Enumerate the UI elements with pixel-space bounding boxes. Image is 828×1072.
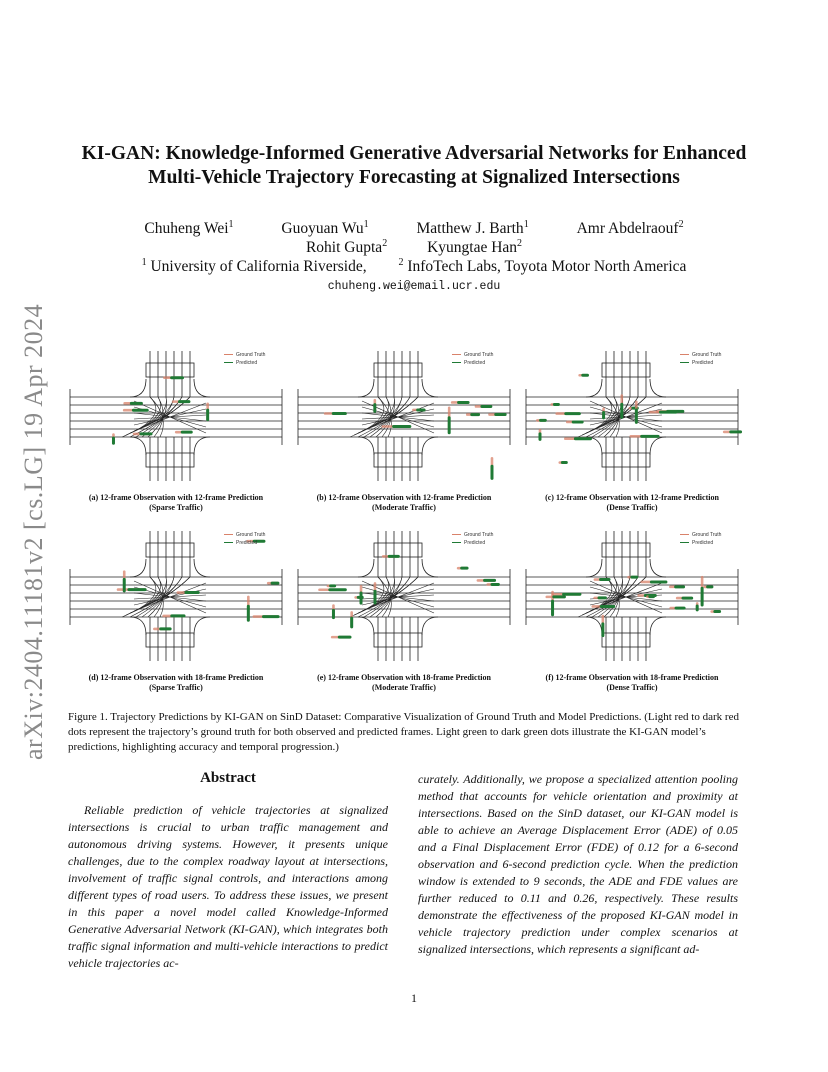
paper-title — [60, 142, 768, 190]
legend-swatch — [224, 354, 233, 356]
legend-label: Predicted — [692, 540, 714, 546]
subfigure-caption-line: (Sparse Traffic) — [149, 683, 203, 692]
figure-panel — [60, 345, 292, 525]
legend-label: Ground Truth — [464, 532, 494, 538]
figure-panel — [288, 345, 520, 525]
figure-panel — [516, 525, 748, 705]
subfigure-caption — [60, 673, 292, 693]
plot-legend — [224, 351, 265, 367]
author — [416, 220, 528, 237]
legend-ground-truth — [224, 351, 265, 359]
legend-predicted — [224, 539, 265, 547]
subfigure-caption-line: (Moderate Traffic) — [372, 503, 436, 512]
affiliations — [60, 257, 768, 276]
legend-ground-truth — [224, 531, 265, 539]
legend-label: Ground Truth — [692, 532, 722, 538]
author — [427, 239, 522, 256]
author-name: Guoyuan Wu — [281, 220, 364, 238]
author-affiliation-mark: 1 — [523, 219, 529, 230]
legend-ground-truth — [452, 351, 493, 359]
subfigure-caption — [60, 493, 292, 513]
legend-predicted — [680, 359, 721, 367]
subfigure-caption-line: (Dense Traffic) — [606, 503, 658, 512]
legend-swatch — [680, 542, 689, 544]
abstract-heading: Abstract — [200, 770, 256, 786]
subfigure-caption-line: (a) 12-frame Observation with 12-frame Prediction — [88, 493, 264, 502]
subfigure-caption — [516, 493, 748, 513]
abstract-left-column — [68, 802, 388, 972]
legend-ground-truth — [452, 531, 493, 539]
affiliation — [398, 258, 686, 275]
plot-legend — [452, 351, 493, 367]
affiliation-number: 2 — [398, 257, 404, 268]
subfigure-caption-line: (Dense Traffic) — [606, 683, 658, 692]
legend-label: Ground Truth — [236, 352, 266, 358]
abstract-right-column — [418, 771, 738, 958]
legend-swatch — [680, 354, 689, 356]
legend-swatch — [452, 542, 461, 544]
subfigure-caption-line: (Sparse Traffic) — [149, 503, 203, 512]
abstract-paragraph: Reliable prediction of vehicle trajectories at signalized intersections is crucial to urban traffic management and autonomous driving systems. However, it presents unique challenges, due to the complex roadway layout at intersections, involvement of traffic signal controls, and interactions among different types of road users. To address these issues, we present in this paper a novel model called Knowledge-Informed Generative Adversarial Network (KI-GAN), which integrates both traffic signal information and multi-vehicle interactions to predict vehicle trajectories ac- — [68, 803, 388, 970]
legend-label: Ground Truth — [464, 352, 494, 358]
figure-panel — [516, 345, 748, 525]
author-affiliation-mark: 2 — [382, 238, 388, 249]
plot-legend — [680, 351, 721, 367]
subfigure-caption-line: (f) 12-frame Observation with 18-frame Prediction — [545, 673, 719, 682]
legend-swatch — [224, 362, 233, 364]
subfigure-caption — [516, 673, 748, 693]
legend-ground-truth — [680, 531, 721, 539]
page-number: 1 — [411, 991, 417, 1005]
author-row-1 — [60, 219, 768, 238]
legend-swatch — [452, 362, 461, 364]
subfigure-caption — [288, 673, 520, 693]
legend-swatch — [680, 362, 689, 364]
legend-label: Predicted — [236, 360, 258, 366]
author-affiliation-mark: 2 — [678, 219, 684, 230]
affiliation-number: 1 — [141, 257, 147, 268]
legend-predicted — [224, 359, 265, 367]
figure-panel — [288, 525, 520, 705]
abstract-paragraph-continued: curately. Additionally, we propose a specialized attention pooling method that accounts for vehicle orientation and proximity at intersections. Based on the SinD dataset, our KI-GAN model is able to achieve an Average Displacement Error (ADE) of 0.05 and a Final Displacement Error (FDE) of 0.12 for a 6-second observation and 6-second prediction cycle. When the prediction window is extended to 9 seconds, the ADE and FDE values are further reduced to 0.11 and 0.26, respectively. These results demonstrate the effectiveness of the proposed KI-GAN model in vehicle trajectory prediction under complex scenarios at signalized intersections, which represents a significant ad- — [418, 772, 738, 956]
legend-swatch — [224, 534, 233, 536]
author-name: Matthew J. Barth — [416, 220, 524, 238]
legend-label: Ground Truth — [236, 532, 266, 538]
author-affiliation-mark: 2 — [517, 238, 523, 249]
author-row-2 — [60, 238, 768, 257]
author-name: Rohit Gupta — [305, 239, 383, 257]
author — [144, 220, 233, 237]
author — [577, 220, 684, 237]
legend-label: Predicted — [692, 360, 714, 366]
subfigure-caption — [288, 493, 520, 513]
author-name: Chuheng Wei — [144, 220, 229, 238]
subfigure-caption-line: (Moderate Traffic) — [372, 683, 436, 692]
legend-ground-truth — [680, 351, 721, 359]
figure-panel — [60, 525, 292, 705]
author-affiliation-mark: 1 — [228, 219, 234, 230]
legend-predicted — [680, 539, 721, 547]
legend-predicted — [452, 359, 493, 367]
title-line-2: Multi-Vehicle Trajectory Forecasting at Signalized Intersections — [148, 167, 680, 188]
plot-legend — [680, 531, 721, 547]
legend-swatch — [452, 534, 461, 536]
legend-label: Predicted — [464, 540, 486, 546]
subfigure-caption-line: (e) 12-frame Observation with 18-frame Prediction — [317, 673, 491, 682]
legend-label: Predicted — [464, 360, 486, 366]
plot-legend — [224, 531, 265, 547]
subfigure-caption-line: (d) 12-frame Observation with 18-frame Prediction — [88, 673, 264, 682]
legend-label: Ground Truth — [692, 352, 722, 358]
plot-legend — [452, 531, 493, 547]
legend-label: Predicted — [236, 540, 258, 546]
affiliation-text: University of California Riverside, — [150, 258, 367, 276]
legend-swatch — [452, 354, 461, 356]
author — [306, 239, 387, 256]
figure-caption: Figure 1. Trajectory Predictions by KI-GAN on SinD Dataset: Comparative Visualization of Ground Truth and Model Predictions. (Light red to dark red dots represent the trajectory’s ground truth for both observed and predicted frames. Light green to dark green dots illustrate the KI-GAN model’s predictions, highlighting accuracy and temporal progression.) — [68, 711, 739, 753]
legend-swatch — [680, 534, 689, 536]
affiliation-text: InfoTech Labs, Toyota Motor North America — [407, 258, 687, 276]
affiliation — [142, 258, 367, 275]
subfigure-caption-line: (b) 12-frame Observation with 12-frame Prediction — [316, 493, 492, 502]
title-line-1: KI-GAN: Knowledge-Informed Generative Adversarial Networks for Enhanced — [81, 143, 747, 164]
legend-swatch — [224, 542, 233, 544]
author — [281, 220, 368, 237]
subfigure-caption-line: (c) 12-frame Observation with 12-frame Prediction — [545, 493, 719, 502]
author-name: Kyungtae Han — [427, 239, 518, 257]
legend-predicted — [452, 539, 493, 547]
arxiv-identifier: arXiv:2404.11181v2 [cs.LG] 19 Apr 2024 — [19, 303, 48, 760]
author-email[interactable]: chuheng.wei@email.ucr.edu — [327, 280, 501, 293]
author-name: Amr Abdelraouf — [576, 220, 679, 238]
author-affiliation-mark: 1 — [363, 219, 369, 230]
